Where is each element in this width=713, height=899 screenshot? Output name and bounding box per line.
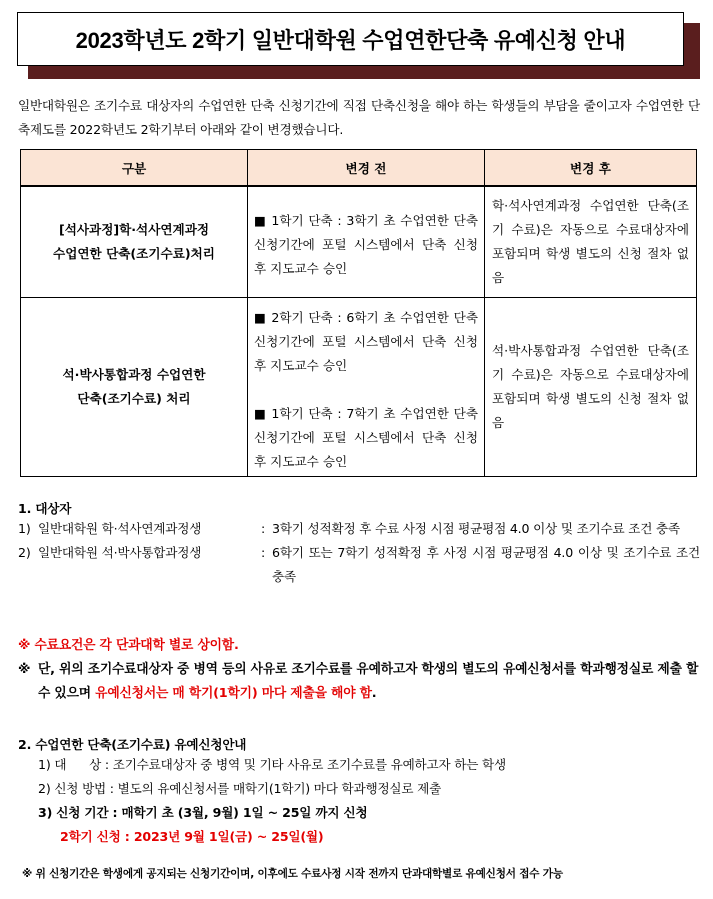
list-item	[18, 541, 700, 589]
header-after: 변경 후	[485, 150, 697, 187]
spacer	[254, 378, 478, 402]
item-label: 일반대학원 석·박사통합과정생	[38, 545, 202, 560]
category-line: 수업연한 단축(조기수료)처리	[53, 246, 215, 261]
category-line: 석·박사통합과정 수업연한	[62, 367, 206, 382]
note-text: 단, 위의 조기수료대상자 중 병역 등의 사유로 조기수료를 유예하고자 학생의 별도의 유예신청서를 학과행정실로 제출 할 수 있으며	[38, 662, 699, 701]
item-number: 2)	[18, 545, 31, 560]
row-category	[21, 298, 248, 477]
deferral-guide-list	[38, 753, 506, 849]
header-before: 변경 전	[248, 150, 485, 187]
section2-heading: 2. 수업연한 단축(조기수료) 유예신청안내	[18, 737, 247, 752]
list-item-period: 3) 신청 기간 : 매학기 초 (3월, 9월) 1일 ~ 25일 까지 신청	[38, 805, 368, 820]
table-row	[21, 186, 697, 298]
list-item	[18, 517, 700, 541]
title-box	[17, 12, 684, 66]
page-title: 2023학년도 2학기 일반대학원 수업연한단축 유예신청 안내	[75, 27, 626, 53]
row-before	[248, 298, 485, 477]
footnote: ※ 위 신청기간은 학생에게 공지되는 신청기간이며, 이후에도 수료사정 시작 전까지 단과대학별로 유예신청서 접수 가능	[22, 868, 563, 880]
row-after	[485, 298, 697, 477]
target-list	[18, 517, 700, 589]
section1-heading: 1. 대상자	[18, 501, 72, 516]
list-item: 2) 신청 방법 : 별도의 유예신청서를 매학기(1학기) 마다 학과행정실로 제출	[38, 781, 442, 796]
item-separator: :	[260, 545, 266, 560]
after-text: 학·석사연계과정 수업연한 단축(조기 수료)은 자동으로 수료대상자에 포함되며 학생 별도의 신청 절차 없음	[492, 198, 689, 285]
note-mark: ※	[18, 662, 31, 677]
row-after	[485, 186, 697, 298]
comparison-table	[20, 149, 697, 477]
item-number: 1)	[18, 521, 31, 536]
note-emphasis: 유예신청서는 매 학기(1학기) 마다 제출을 해야 함	[95, 686, 372, 701]
note-body	[38, 658, 700, 706]
table-header-row	[21, 150, 697, 187]
list-item: 1) 대 상 : 조기수료대상자 중 병역 및 기타 사유로 조기수료를 유예하고자 하는 학생	[38, 757, 506, 772]
item-label: 일반대학원 학·석사연계과정생	[38, 521, 202, 536]
row-category	[21, 186, 248, 298]
before-item: ■ 1학기 단축 : 3학기 초 수업연한 단축 신청기간에 포털 시스템에서 단축 신청 후 지도교수 승인	[254, 212, 478, 276]
fall-semester-period: 2학기 신청 : 2023년 9월 1일(금) ~ 25일(월)	[60, 829, 324, 844]
item-description: 6학기 또는 7학기 성적확정 후 사정 시점 평균평점 4.0 이상 및 조기수료 조건 충족	[272, 545, 700, 584]
category-line: [석사과정]학·석사연계과정	[58, 222, 210, 237]
item-description: 3학기 성적확정 후 수료 사정 시점 평균평점 4.0 이상 및 조기수료 조건 충족	[272, 521, 680, 536]
before-item: ■ 2학기 단축 : 6학기 초 수업연한 단축 신청기간에 포털 시스템에서 단축 신청 후 지도교수 승인	[254, 309, 478, 373]
after-text: 석·박사통합과정 수업연한 단축(조기 수료)은 자동으로 수료대상자에 포함되며 학생 별도의 신청 절차 없음	[492, 343, 689, 430]
before-item: ■ 1학기 단축 : 7학기 초 수업연한 단축 신청기간에 포털 시스템에서 단축 신청 후 지도교수 승인	[254, 405, 478, 469]
intro-paragraph: 일반대학원은 조기수료 대상자의 수업연한 단축 신청기간에 직접 단축신청을 해야 하는 학생들의 부담을 줄이고자 수업연한 단축제도를 2022학년도 2학기부터 아래와 같이 변경했습니다.	[18, 98, 700, 137]
note-end: .	[371, 686, 377, 701]
table-row	[21, 298, 697, 477]
note-requirements: ※ 수료요건은 각 단과대학 별로 상이함.	[18, 638, 239, 653]
note-deferral	[18, 658, 700, 706]
item-separator: :	[260, 521, 266, 536]
notes-block	[18, 634, 700, 706]
category-line: 단축(조기수료) 처리	[77, 391, 191, 406]
row-before	[248, 186, 485, 298]
header-category: 구분	[21, 150, 248, 187]
